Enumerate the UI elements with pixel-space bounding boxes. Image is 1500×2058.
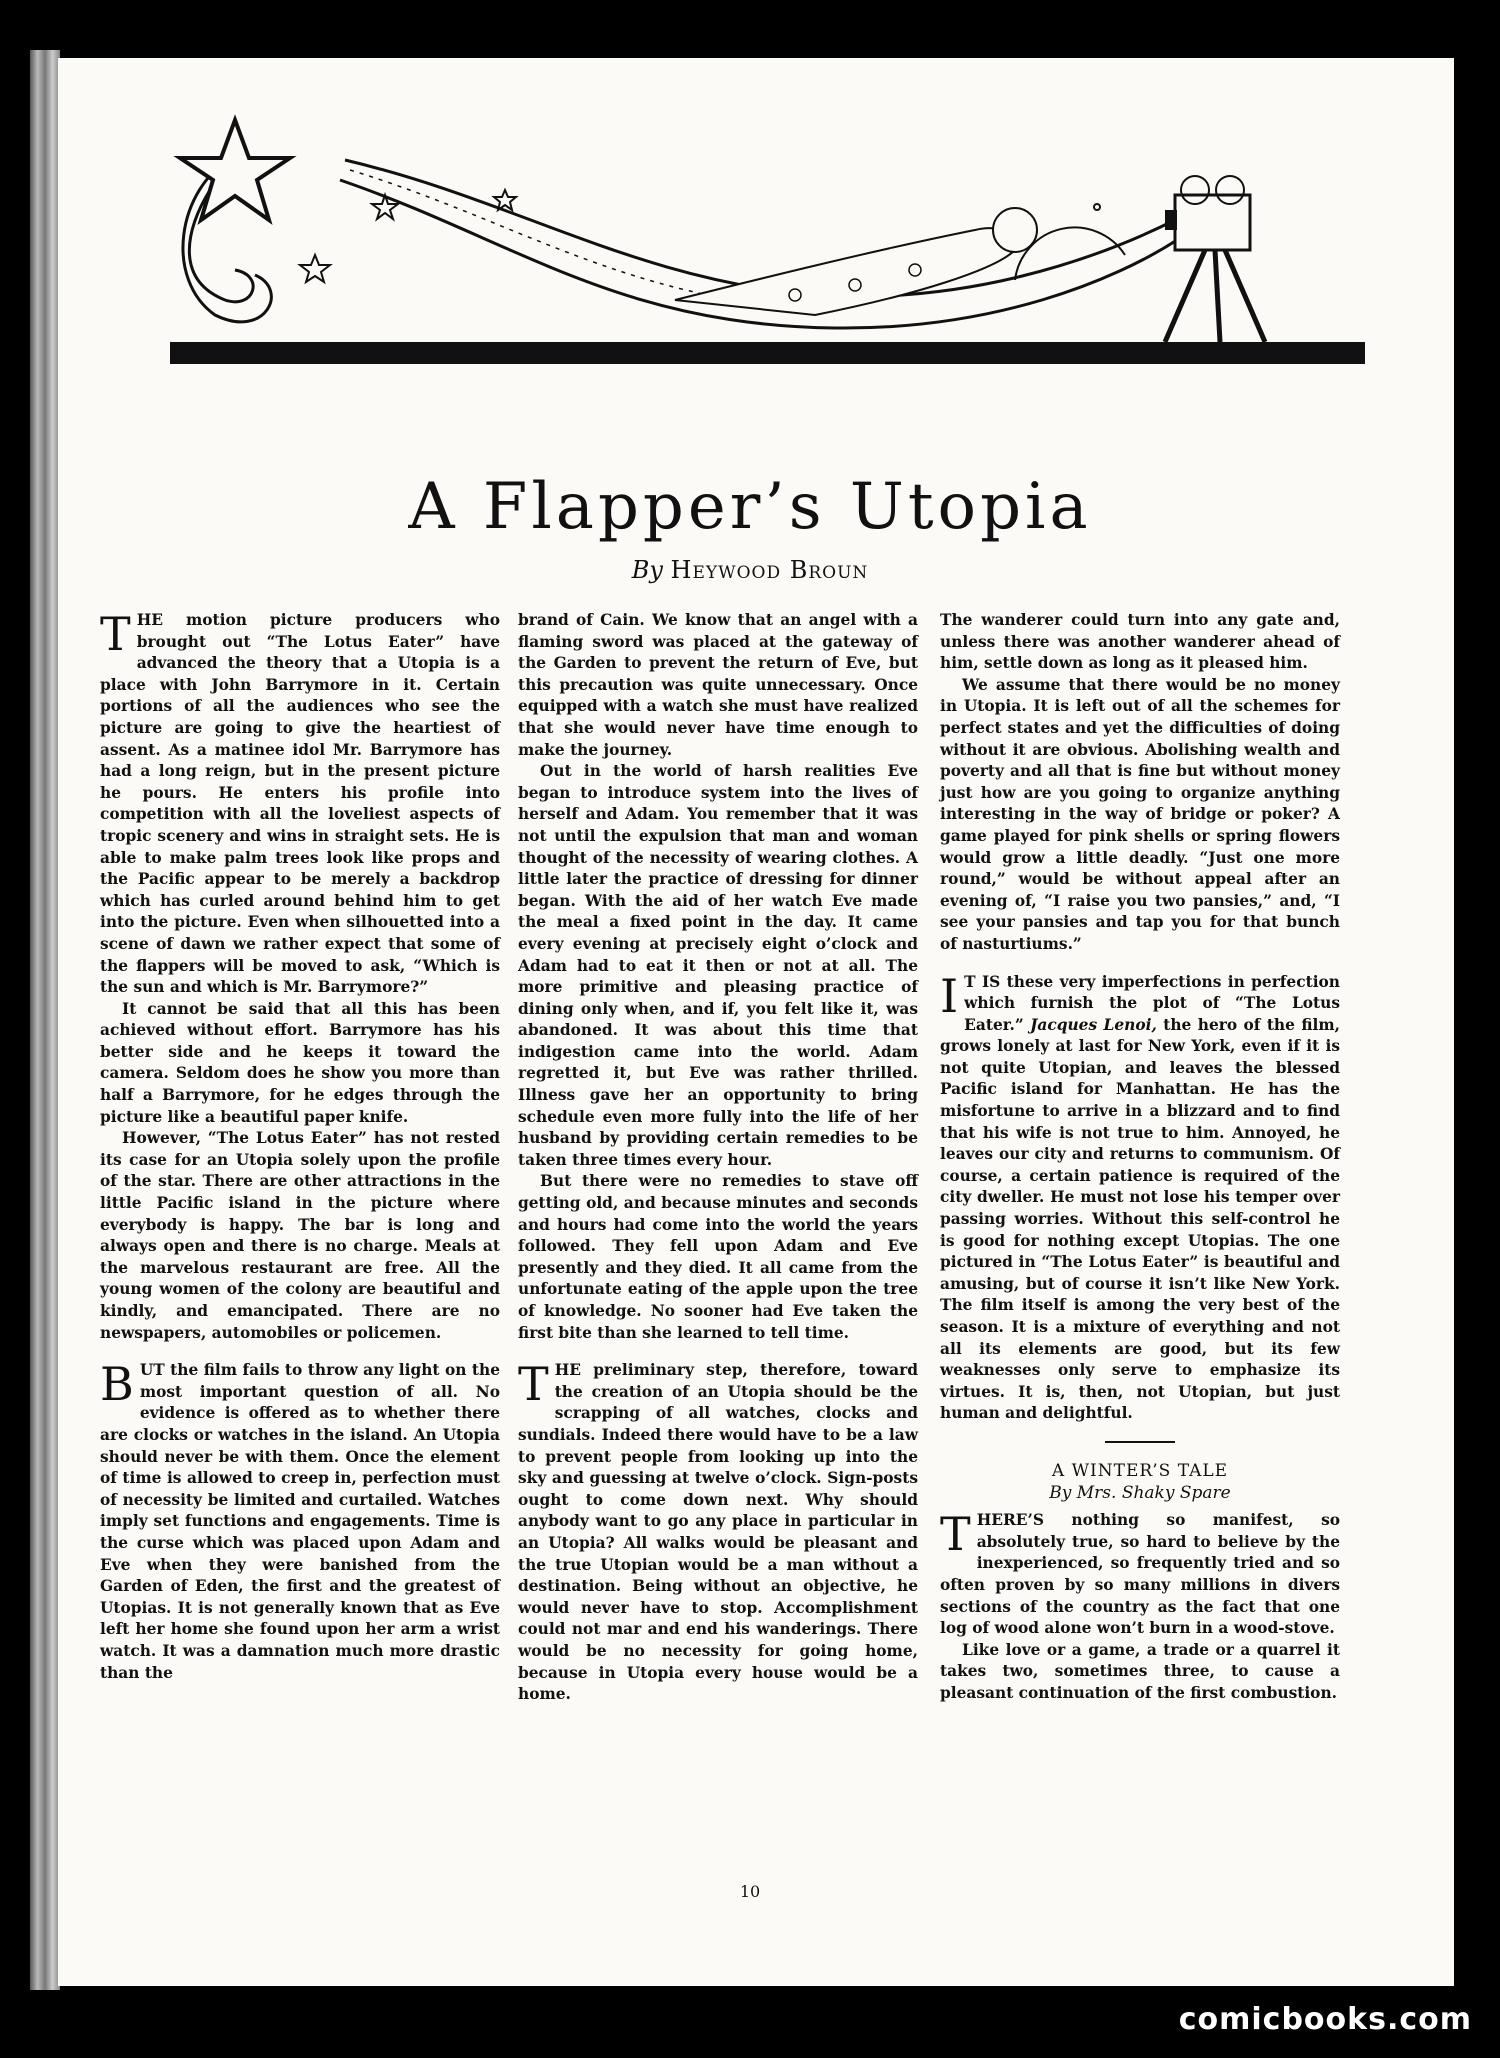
byline-author: Heywood Broun	[670, 556, 869, 584]
article-byline	[0, 556, 1500, 584]
paragraph: BUT the film fails to throw any light on the most important question of all. No evidence is offered as to whether there are clocks or watches in the island. An Utopia should never be with them. Once the element of time is allowed to creep in, perfection must of necessity be limited and curtailed. Watches imply set functions and engagements. Time is the curse which was placed upon Adam and Eve when they were banished from the Garden of Eden, the first and the greatest of Utopias. It is not generally known that as Eve left her home she found upon her arm a wrist watch. It was a damnation much more drastic than the	[100, 1357, 500, 1682]
character-name: Jacques Lenoi,	[1030, 1015, 1157, 1034]
page-number: 10	[739, 1882, 761, 1901]
paragraph-lead: IT IS these very imperfections in perfection which furnish the plot of “The Lotus Eater.”	[940, 968, 1340, 1034]
header-rule-bar	[170, 342, 1365, 364]
article-title: A Flapper’s Utopia	[408, 470, 1092, 544]
paragraph: We assume that there would be no money in Utopia. It is left out of all the schemes for perfect states and yet the difficulties of doing without it are obvious. Abolishing wealth and poverty and all that is fine but without money just how are you going to organize anything interesting in the way of bridge or poker? A game played for pink shells or spring flowers would grow a little deadly. “Just one more round,” would be without appeal after an evening of, “I raise you two pansies,” and, “I see your pansies and tap you for that bunch of nasturtiums.”	[940, 675, 1340, 953]
paragraph	[940, 968, 1341, 1425]
paragraph: However, “The Lotus Eater” has not rested its case for an Utopia solely upon the profile of the star. There are other attractions in the little Pacific island in the picture where everybody is happy. The bar is long and always open and there is no charge. Meals at the marvelous restaurant are free. All the young women of the colony are beautiful and kindly, and emancipated. There are no newspapers, automobiles or policemen.	[100, 1129, 500, 1342]
text-column-1	[100, 607, 500, 1684]
paragraph: Like love or a game, a trade or a quarrel it takes two, sometimes three, to cause a pleasant continuation of the first combustion.	[940, 1640, 1340, 1702]
section-divider	[1105, 1441, 1175, 1443]
paragraph: But there were no remedies to stave off getting old, and because minutes and seconds and hours had come into the world the years followed. They fell upon Adam and Eve presently and they died. It all came from the unfortunate eating of the apple upon the tree of knowledge. No sooner had Eve taken the first bite than she learned to tell time.	[518, 1172, 918, 1342]
paragraph: THERE’S nothing so manifest, so absolutely true, so hard to believe by the inexperienced, so frequently tried and so often proven by so many millions in divers sections of the country as the fact that one log of wood alone won’t burn in a wood-stove.	[940, 1507, 1340, 1638]
movie-camera-icon	[1175, 195, 1250, 250]
paragraph: THE preliminary step, therefore, toward the creation of an Utopia should be the scrapping of all watches, clocks and sundials. Indeed there would have to be a law to prevent people from looking up into the sky and guessing at twelve o’clock. Sign-posts ought to come down next. Why should anybody want to go any place in particular in an Utopia? All walks would be pleasant and the true Utopian would be a man without a destination. Being without an objective, he would never have to stop. Accomplishment could not mar and end his wanderings. There would be no necessity for going home, because in Utopia every house would be a home.	[518, 1357, 918, 1704]
winters-tale-byline: By Mrs. Shaky Spare	[1049, 1482, 1231, 1503]
byline-by: By	[631, 556, 663, 584]
book-spine	[30, 50, 60, 1990]
flapper-figure	[675, 228, 1015, 315]
paragraph: Out in the world of harsh realities Eve began to introduce system into the lives of herself and Adam. You remember that it was not until the expulsion that man and woman thought of the necessity of wearing clothes. A little later the practice of dressing for dinner began. With the aid of her watch Eve made the meal a fixed point in the day. It came every evening at precisely eight o’clock and Adam had to eat it then or not at all. The more primitive and pleasing practice of dining only when, and if, you felt like it, was abandoned. It was about this time that indigestion came into the world. Adam regretted it, but Eve was rather thrilled. Illness gave her an opportunity to bring schedule even more fully into the life of her husband by providing certain remedies to be taken three times every hour.	[518, 762, 918, 1169]
tripod-leg	[1165, 250, 1205, 342]
film-strip-upper	[345, 160, 1175, 296]
watermark: comicbooks.com	[1178, 2002, 1472, 2037]
paragraph: The wanderer could turn into any gate and, unless there was another wanderer ahead of him, settle down as long as it pleased him.	[940, 611, 1340, 673]
text-column-2	[518, 610, 918, 1706]
page-edge	[1446, 58, 1454, 1986]
paragraph: It cannot be said that all this has been achieved without effort. Barrymore has his better side and he keeps it toward the camera. Seldom does he show you more than half a Barrymore, for he edges through the picture like a beautiful paper knife.	[100, 999, 500, 1126]
text-column-3	[940, 610, 1340, 1705]
small-star-icon-3	[300, 255, 330, 282]
winters-tale-title: A WINTER’S TALE	[1051, 1460, 1229, 1481]
header-illustration	[115, 80, 1365, 390]
paragraph: THE motion picture producers who brought out “The Lotus Eater” have advanced the theory that a Utopia is a place with John Barrymore in it. Certain portions of all the audiences who see the picture are going to give the heartiest of assent. As a matinee idol Mr. Barrymore has had a long reign, but in the present picture he pours. He enters his profile into competition with all the loveliest aspects of tropic scenery and wins in straight sets. He is able to make palm trees look like props and the Pacific appear to be merely a backdrop which has curled around behind him to get into the picture. Even when silhouetted into a scene of dawn we rather expect that some of the flappers will be moved to ask, “Which is the sun and which is Mr. Barrymore?”	[100, 607, 500, 997]
big-star-icon	[180, 120, 290, 220]
paragraph: brand of Cain. We know that an angel with a flaming sword was placed at the gateway of the Garden to prevent the return of Eve, but this precaution was quite unnecessary. Once equipped with a watch she must have realized that she would never have time enough to make the journey.	[518, 611, 918, 759]
paragraph-rest: the hero of the film, grows lonely at last for New York, even if it is not quite Utopian, and leaves the blessed Pacific island for Manhattan. He has the misfortune to arrive in a blizzard and to find that his wife is not true to him. Annoyed, he leaves our city and returns to communism. Of course, a certain patience is required of the city dweller. He must not lose his temper over passing worries. Without this self-control he is good for nothing except Utopias. The one pictured in “The Lotus Eater” is beautiful and amusing, but of course it isn’t like New York. The film itself is among the very best of the season. It is a mixture of everything and not all its elements are good, but its few weaknesses only serve to emphasize its virtues. It is, then, not Utopian, but just human and delightful.	[940, 1015, 1341, 1423]
